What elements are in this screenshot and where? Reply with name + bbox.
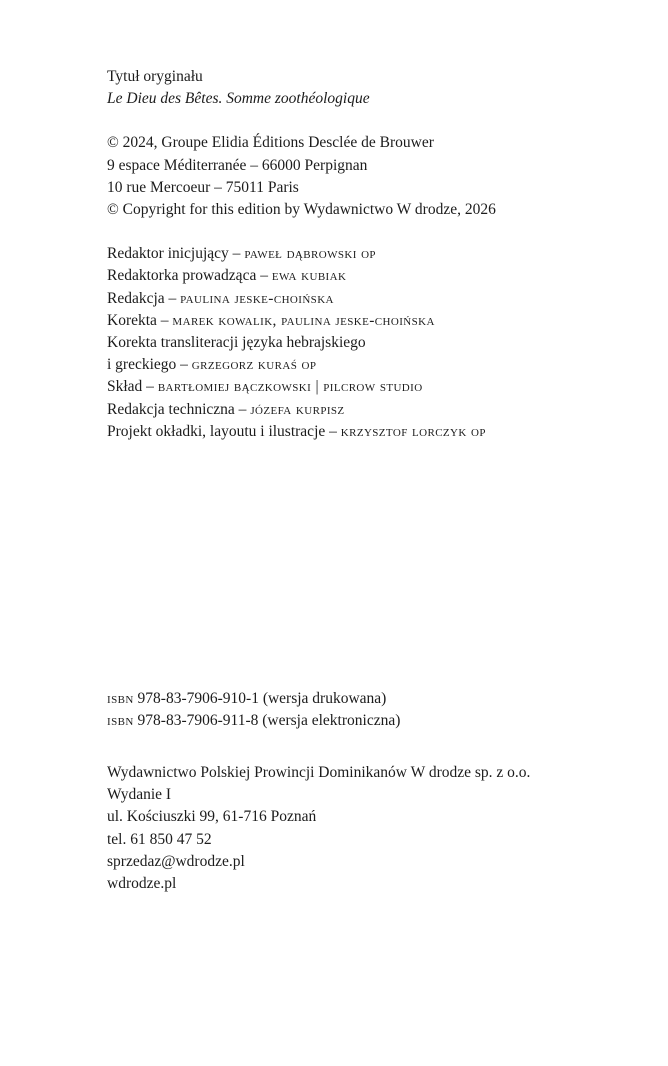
publisher-email: sprzedaz@wdrodze.pl	[107, 852, 245, 870]
isbn-line	[107, 688, 647, 710]
publisher-phone: tel. 61 850 47 52	[107, 830, 212, 848]
isbn-number: 978-83-7906-911-8 (wersja elektroniczna)	[133, 712, 401, 730]
credits-block	[107, 243, 647, 443]
isbn-block	[107, 688, 647, 732]
credit-line	[107, 399, 647, 421]
edition: Wydanie I	[107, 786, 172, 804]
credit-role: Skład –	[107, 378, 158, 396]
credit-name: ewa kubiak	[271, 267, 347, 285]
credit-line	[107, 376, 647, 398]
credit-line	[107, 288, 647, 310]
credit-line	[107, 310, 647, 332]
credit-role: Korekta transliteracji języka hebrajskiego	[107, 334, 366, 352]
publisher-block	[107, 762, 647, 895]
credit-name: marek kowalik, paulina jeske-choińska	[172, 311, 435, 329]
copyright-line: © 2024, Groupe Elidia Éditions Desclée de Brouwer	[107, 134, 434, 152]
isbn-number: 978-83-7906-910-1 (wersja drukowana)	[133, 690, 387, 707]
publisher-website: wdrodze.pl	[107, 875, 177, 893]
isbn-prefix: isbn	[107, 690, 134, 707]
credit-role: i greckiego –	[107, 356, 192, 374]
credit-name: grzegorz kuraś op	[191, 356, 317, 374]
credit-line	[107, 354, 647, 376]
isbn-prefix: isbn	[107, 712, 134, 730]
credit-name: bartłomiej bączkowski | pilcrow studio	[157, 378, 423, 396]
address-line: 10 rue Mercoeur – 75011 Paris	[107, 178, 299, 196]
publisher-name: Wydawnictwo Polskiej Prowincji Dominikanów W drodze sp. z o.o.	[107, 764, 531, 781]
credit-role: Korekta –	[107, 311, 173, 329]
copyright-line: © Copyright for this edition by Wydawnictwo W drodze, 2026	[107, 201, 496, 219]
isbn-line	[107, 710, 647, 732]
credit-name: paweł dąbrowski op	[244, 245, 376, 263]
address-line: 9 espace Méditerranée – 66000 Perpignan	[107, 156, 368, 174]
original-title-block	[107, 66, 647, 110]
original-title: Le Dieu des Bêtes. Somme zoothéologique	[107, 90, 370, 108]
copyright-block	[107, 132, 647, 221]
credit-name: paulina jeske-choińska	[180, 289, 334, 307]
credit-role: Redakcja –	[107, 289, 181, 307]
credit-role: Projekt okładki, layoutu i ilustracje –	[107, 422, 341, 440]
credit-name: józefa kurpisz	[250, 400, 345, 418]
credit-name: krzysztof lorczyk op	[340, 422, 486, 440]
credit-line	[107, 421, 647, 443]
credit-role: Redakcja techniczna –	[107, 400, 251, 418]
original-title-label: Tytuł oryginału	[107, 68, 203, 85]
imprint-page	[107, 66, 647, 443]
publisher-address: ul. Kościuszki 99, 61-716 Poznań	[107, 808, 317, 826]
credit-line	[107, 265, 647, 287]
credit-role: Redaktorka prowadząca –	[107, 267, 272, 285]
credit-line	[107, 332, 647, 354]
credit-role: Redaktor inicjujący –	[107, 245, 245, 263]
credit-line	[107, 243, 647, 265]
